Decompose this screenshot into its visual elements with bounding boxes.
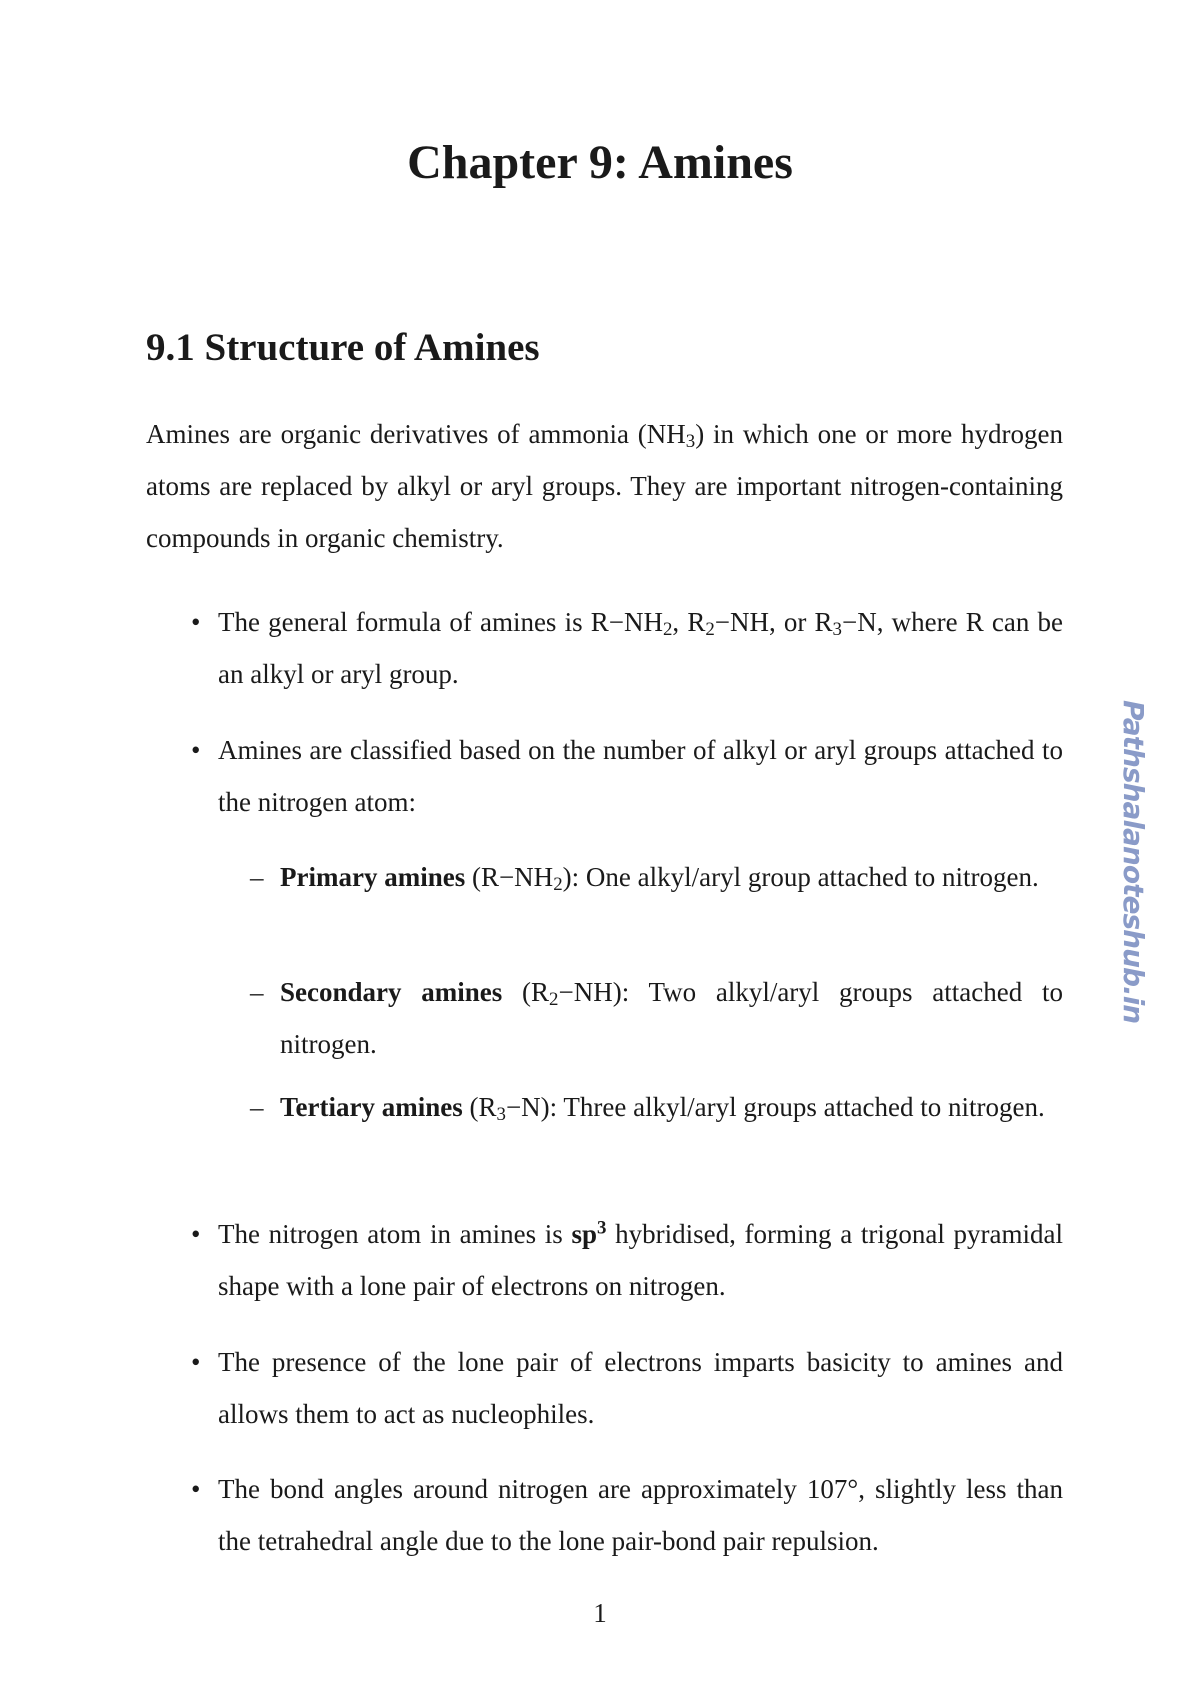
text: −N, where R can be an alkyl or aryl group.	[218, 607, 1063, 689]
dash-marker: –	[250, 1092, 264, 1122]
subscript: 2	[662, 618, 673, 640]
text: (R	[502, 977, 550, 1007]
text: The bond angles around nitrogen are approximately 107°, slightly less than the tetrahedral angle due to the lone pair-bond pair repulsion.	[218, 1474, 1063, 1556]
bullet-marker: •	[191, 1347, 201, 1377]
bullet-marker: •	[191, 1219, 201, 1249]
subitem-secondary-amines	[250, 966, 1064, 1070]
text: −N): Three alkyl/aryl groups attached to nitrogen.	[505, 1092, 1045, 1122]
dash-marker: –	[250, 862, 264, 892]
subscript: 2	[705, 618, 715, 640]
bullet-classification	[191, 724, 1063, 828]
subitem-tertiary-amines	[250, 1081, 1063, 1133]
intro-text: ) in which one or more hydrogen atoms are replaced by alkyl or aryl groups. They are important nitrogen-containing compounds in organic chemistry.	[146, 419, 1063, 553]
text: The general formula of amines is R−NH	[218, 607, 663, 637]
subscript: 3	[496, 1103, 506, 1125]
dash-marker: –	[250, 977, 264, 1007]
chapter-title: Chapter 9: Amines	[407, 136, 793, 189]
text: ): One alkyl/aryl group attached to nitrogen.	[562, 862, 1039, 892]
text: Amines are classified based on the number of alkyl or aryl groups attached to the nitrogen atom:	[218, 735, 1063, 817]
term: Secondary amines	[280, 977, 503, 1007]
text: The nitrogen atom in amines is	[218, 1219, 572, 1249]
bullet-marker: •	[191, 607, 201, 637]
text: −NH): Two alkyl/aryl groups attached to nitrogen.	[280, 977, 1064, 1059]
subscript: 2	[553, 873, 563, 895]
term: sp	[571, 1219, 598, 1249]
bullet-general-formula	[191, 596, 1063, 700]
section-heading: 9.1 Structure of Amines	[146, 326, 540, 369]
bullet-hybridisation	[191, 1208, 1063, 1312]
text: −NH, or R	[714, 607, 833, 637]
bullet-marker: •	[191, 735, 201, 765]
term: Primary amines	[280, 862, 466, 892]
page-number: 1	[593, 1598, 607, 1628]
text: , R	[672, 607, 706, 637]
superscript: 3	[597, 1217, 607, 1239]
subscript: 3	[685, 430, 696, 452]
term: Tertiary amines	[280, 1092, 463, 1122]
subscript: 2	[549, 988, 559, 1010]
text: The presence of the lone pair of electrons imparts basicity to amines and allows them to act as nucleophiles.	[218, 1347, 1063, 1429]
text: (R	[462, 1092, 497, 1122]
intro-paragraph	[146, 408, 1063, 564]
intro-text: Amines are organic derivatives of ammonia (NH	[146, 419, 686, 449]
bullet-bond-angles	[191, 1463, 1063, 1567]
text: (R−NH	[465, 862, 554, 892]
bullet-marker: •	[191, 1474, 201, 1504]
subitem-primary-amines	[250, 851, 1063, 903]
subscript: 3	[832, 618, 842, 640]
bullet-basicity	[191, 1336, 1063, 1440]
watermark: Pathshalanoteshub.in	[1117, 700, 1150, 1024]
text: hybridised, forming a trigonal pyramidal shape with a lone pair of electrons on nitrogen.	[218, 1219, 1063, 1301]
